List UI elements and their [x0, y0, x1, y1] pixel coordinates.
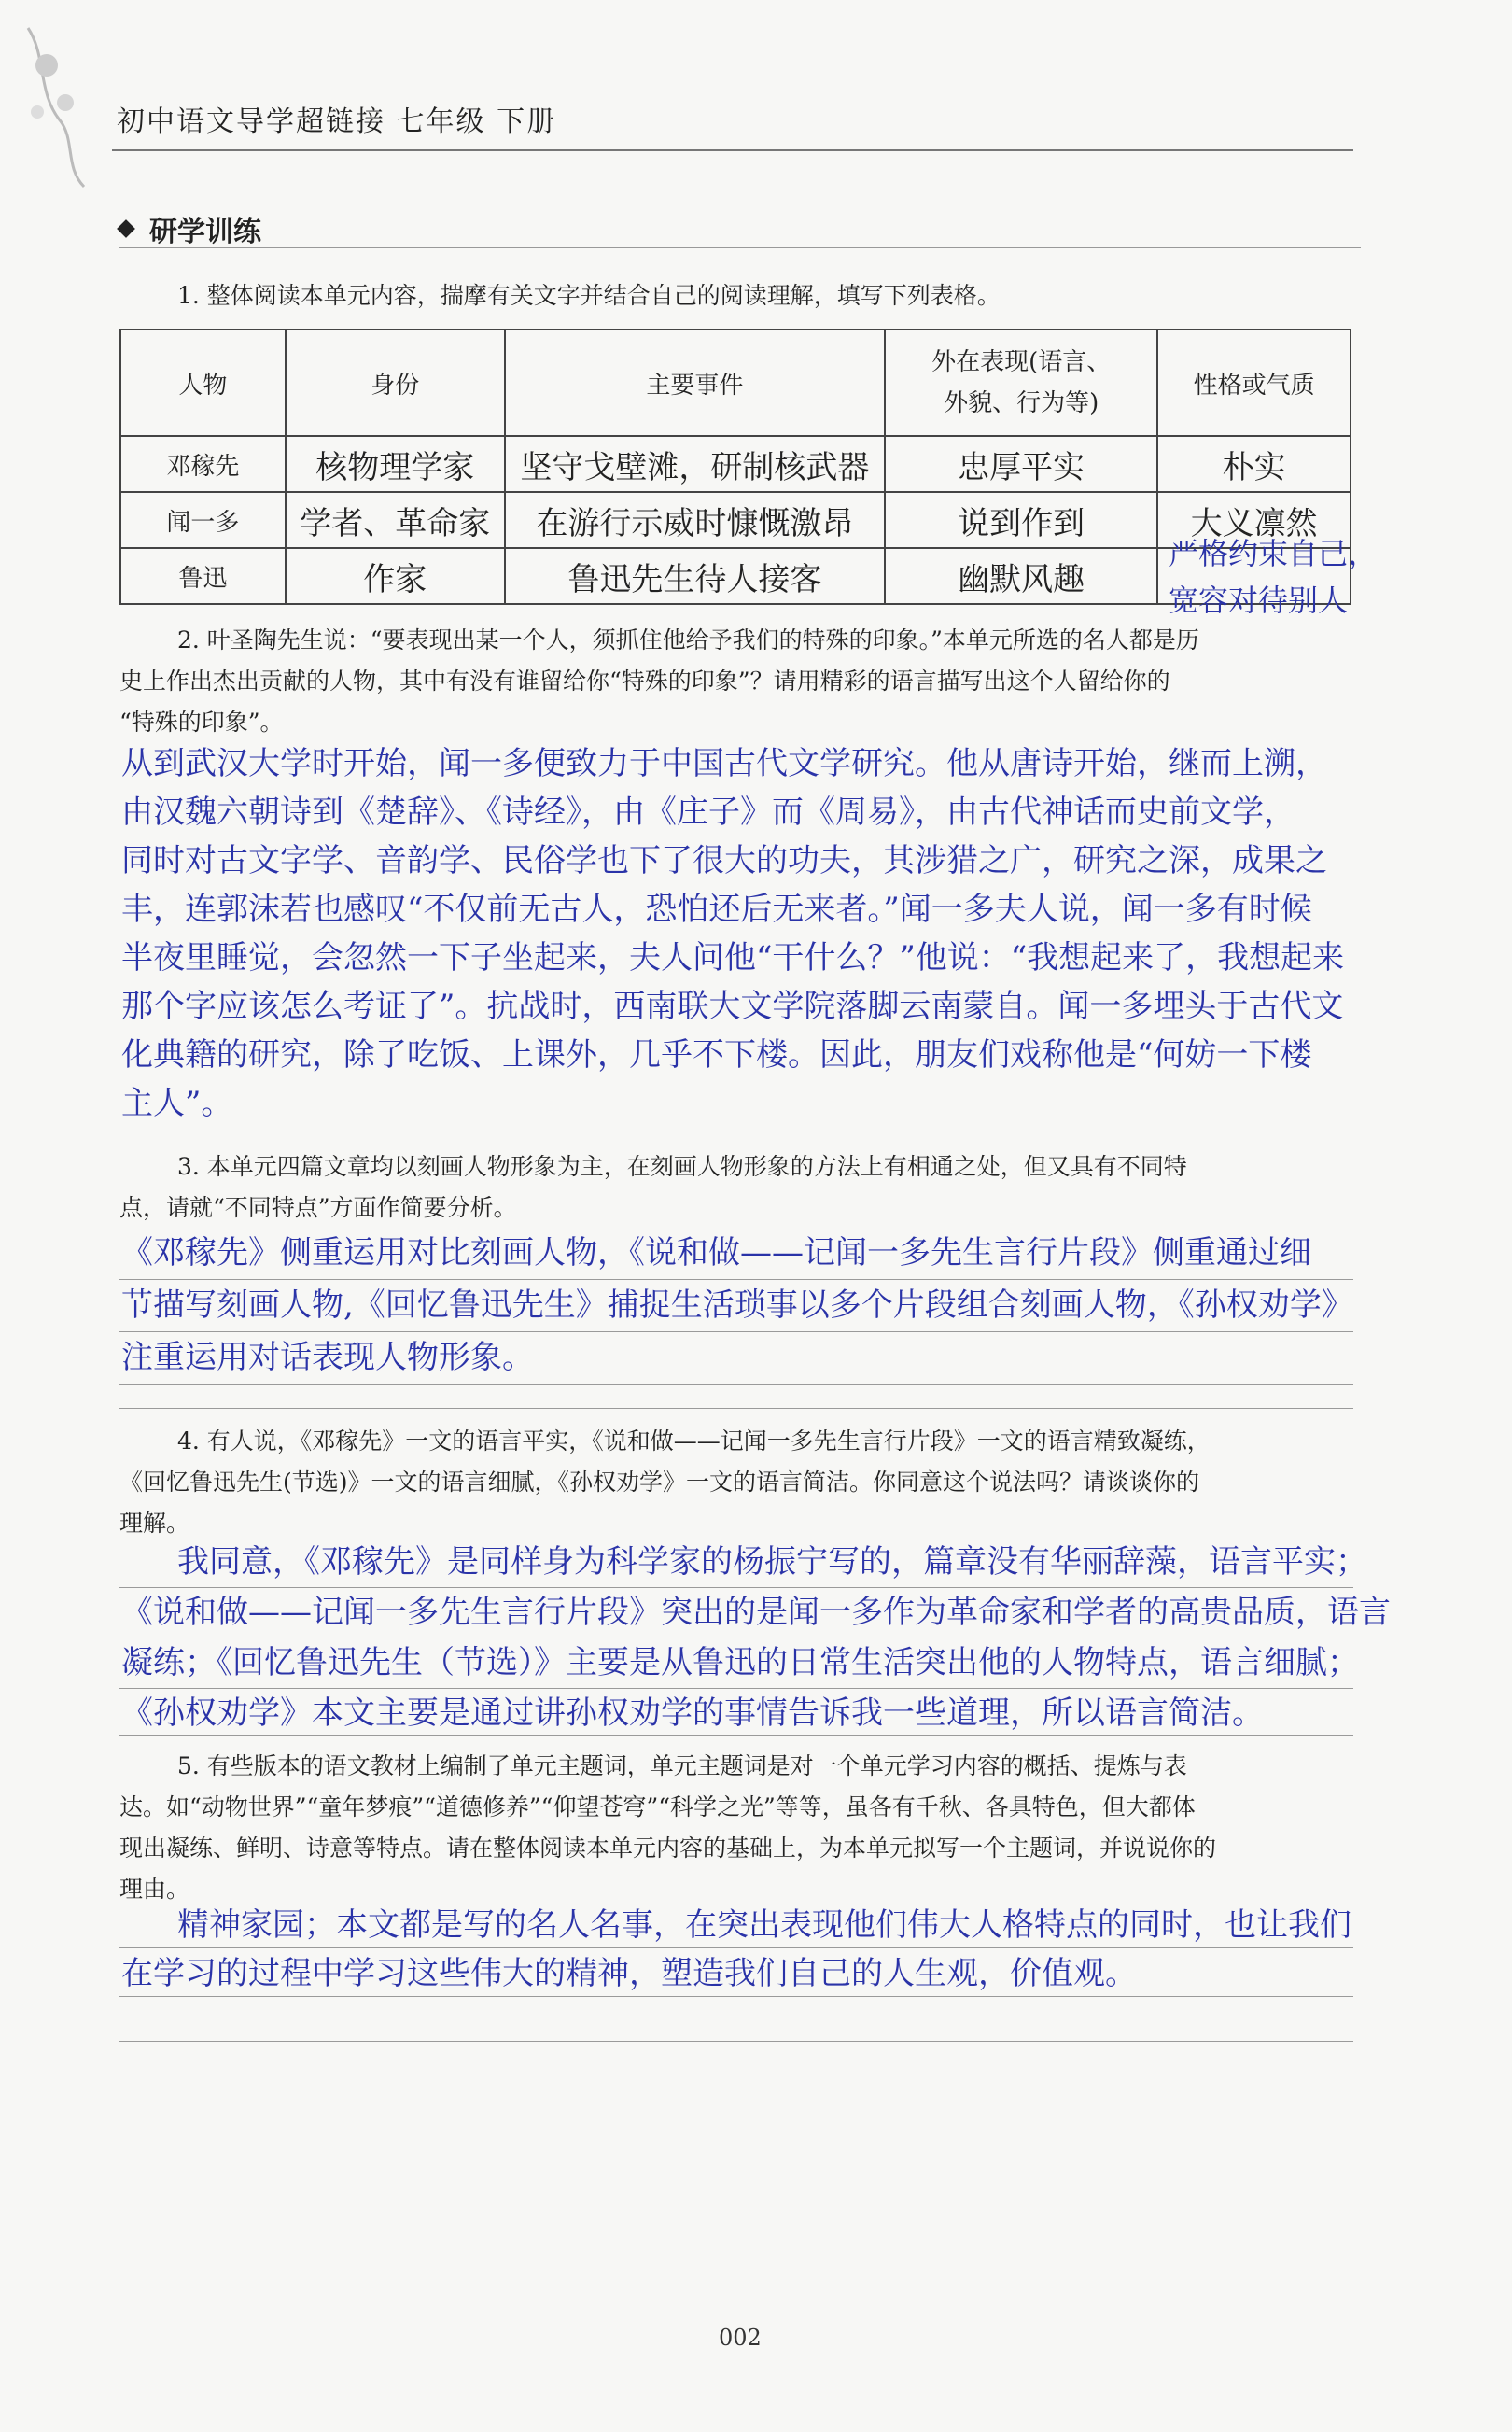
header-divider	[112, 149, 1353, 151]
answer-rule	[119, 1996, 1353, 1997]
character-table	[119, 329, 1351, 605]
q1-prompt: 1. 整体阅读本单元内容，揣摩有关文字并结合自己的阅读理解，填写下列表格。	[177, 282, 1001, 309]
answer-line: 在学习的过程中学习这些伟大的精神，塑造我们自己的人生观，价值观。	[121, 1955, 1137, 1992]
section-heading	[119, 208, 261, 249]
cell-identity: 作家	[286, 548, 505, 604]
page-number: 002	[719, 2325, 762, 2351]
answer-line: 同时对古文字学、音韵学、民俗学也下了很大的功夫，其涉猎之广，研究之深，成果之	[121, 842, 1327, 879]
q4-prompt-line3: 理解。	[119, 1510, 190, 1537]
answer-rule	[119, 1408, 1353, 1409]
q2-prompt-line3: “特殊的印象”。	[119, 709, 284, 736]
cell-person: 闻一多	[120, 492, 286, 548]
q4-prompt-line1: 4. 有人说，《邓稼先》一文的语言平实，《说和做——记闻一多先生言行片段》一文的语言精致凝练，	[177, 1427, 1211, 1455]
q4-prompt-line2: 《回忆鲁迅先生(节选)》一文的语言细腻，《孙权劝学》一文的语言简洁。你同意这个说法吗？请谈谈你的	[119, 1469, 1200, 1496]
cell-appearance: 忠厚平实	[885, 436, 1157, 492]
q2-prompt-line1: 2. 叶圣陶先生说：“要表现出某一个人，须抓住他给予我们的特殊的印象。”本单元所选的名人都是历	[177, 626, 1199, 654]
answer-rule	[119, 1735, 1353, 1736]
section-title: 研学训练	[149, 216, 261, 248]
answer-line: 注重运用对话表现人物形象。	[121, 1339, 534, 1376]
q5-prompt-line4: 理由。	[119, 1876, 190, 1903]
cell-appearance: 幽默风趣	[885, 548, 1157, 604]
header-person: 人物	[120, 330, 286, 436]
answer-rule	[119, 1384, 1353, 1385]
header-character: 性格或气质	[1157, 330, 1351, 436]
diamond-bullet-icon	[117, 219, 135, 238]
cell-character: 朴实	[1157, 436, 1351, 492]
answer-line: 由汉魏六朝诗到《楚辞》、《诗经》，由《庄子》而《周易》，由古代神话而史前文学，	[121, 794, 1295, 831]
cell-identity: 学者、革命家	[286, 492, 505, 548]
table-header-row	[120, 330, 1351, 436]
cell-character-overflow	[1169, 530, 1378, 624]
header-appearance-line1: 外在表现(语言、	[931, 348, 1112, 376]
answer-rule	[119, 2041, 1353, 2042]
header-appearance-line2: 外貌、行为等)	[944, 389, 1099, 417]
cell-event: 坚守戈壁滩，研制核武器	[505, 436, 885, 492]
cell-character: 大义凛然	[1157, 492, 1351, 548]
cell-person: 鲁迅	[120, 548, 286, 604]
answer-line: 节描写刻画人物,《回忆鲁迅先生》捕捉生活琐事以多个片段组合刻画人物，《孙权劝学》	[121, 1286, 1353, 1324]
answer-rule	[119, 1587, 1353, 1588]
cell-event: 在游行示威时慷慨激昂	[505, 492, 885, 548]
table-row	[120, 436, 1351, 492]
cell-appearance: 说到作到	[885, 492, 1157, 548]
q3-prompt-line2: 点，请就“不同特点”方面作简要分析。	[119, 1194, 517, 1221]
answer-line: 《说和做——记闻一多先生言行片段》突出的是闻一多作为革命家和学者的高贵品质，语言	[121, 1594, 1391, 1631]
header-event: 主要事件	[505, 330, 885, 436]
answer-line: 化典籍的研究，除了吃饭、上课外，几乎不下楼。因此，朋友们戏称他是“何妨一下楼	[121, 1036, 1312, 1074]
q2-prompt-line2: 史上作出杰出贡献的人物，其中有没有谁留给你“特殊的印象”？请用精彩的语言描写出这个人留给你的	[119, 668, 1170, 695]
answer-line: 丰，连郭沫若也感叹“不仅前无古人，恐怕还后无来者。”闻一多夫人说，闻一多有时候	[121, 891, 1312, 928]
answer-line: 《邓稼先》侧重运用对比刻画人物，《说和做——记闻一多先生言行片段》侧重通过细	[121, 1234, 1311, 1272]
header-identity: 身份	[286, 330, 505, 436]
answer-rule	[119, 1688, 1353, 1689]
answer-line: 精神家园；本文都是写的名人名事，在突出表现他们伟大人格特点的同时，也让我们	[177, 1906, 1351, 1944]
character-line2: 宽容对待别人	[1169, 583, 1349, 618]
table-row	[120, 492, 1351, 548]
cell-person: 邓稼先	[120, 436, 286, 492]
q3-answer	[121, 1227, 1353, 1384]
book-title: 初中语文导学超链接 七年级 下册	[117, 105, 557, 138]
answer-line: 我同意，《邓稼先》是同样身为科学家的杨振宁写的，篇章没有华丽辞藻，语言平实；	[177, 1543, 1367, 1581]
q5-prompt-line1: 5. 有些版本的语文教材上编制了单元主题词，单元主题词是对一个单元学习内容的概括、提炼与表	[177, 1752, 1187, 1779]
answer-line: 凝练；《回忆鲁迅先生（节选）》主要是从鲁迅的日常生活突出他的人物特点，语言细腻；	[121, 1644, 1359, 1681]
q2-answer	[121, 739, 1344, 1128]
answer-line: 《孙权劝学》本文主要是通过讲孙权劝学的事情告诉我一些道理，所以语言简洁。	[121, 1694, 1264, 1732]
header-appearance	[885, 330, 1157, 436]
answer-line: 那个字应该怎么考证了”。抗战时，西南联大文学院落脚云南蒙自。闻一多埋头于古代文	[121, 988, 1344, 1025]
cell-identity: 核物理学家	[286, 436, 505, 492]
q5-prompt-line3: 现出凝练、鲜明、诗意等特点。请在整体阅读本单元内容的基础上，为本单元拟写一个主题词，并说说你的	[119, 1835, 1217, 1862]
section-divider	[119, 247, 1361, 248]
answer-rule	[119, 1331, 1353, 1332]
table-row	[120, 548, 1351, 604]
q5-prompt-line2: 达。如“动物世界”“童年梦痕”“道德修养”“仰望苍穹”“科学之光”等等，虽各有千秋、各具特色，但大都体	[119, 1793, 1196, 1820]
q5-answer	[121, 1901, 1351, 1998]
cell-event: 鲁迅先生待人接客	[505, 548, 885, 604]
answer-line: 半夜里睡觉，会忽然一下子坐起来，夫人问他“干什么？”他说：“我想起来了，我想起来	[121, 939, 1345, 977]
q3-prompt-line1: 3. 本单元四篇文章均以刻画人物形象为主，在刻画人物形象的方法上有相通之处，但又具有不同特	[177, 1153, 1187, 1180]
answer-line: 从到武汉大学时开始，闻一多便致力于中国古代文学研究。他从唐诗开始，继而上溯，	[121, 745, 1327, 782]
answer-line: 主人”。	[121, 1085, 233, 1122]
character-line1: 严格约束自己，	[1169, 536, 1379, 571]
corner-ornament	[9, 9, 112, 196]
answer-rule	[119, 1279, 1353, 1280]
answer-rule	[119, 1947, 1353, 1948]
